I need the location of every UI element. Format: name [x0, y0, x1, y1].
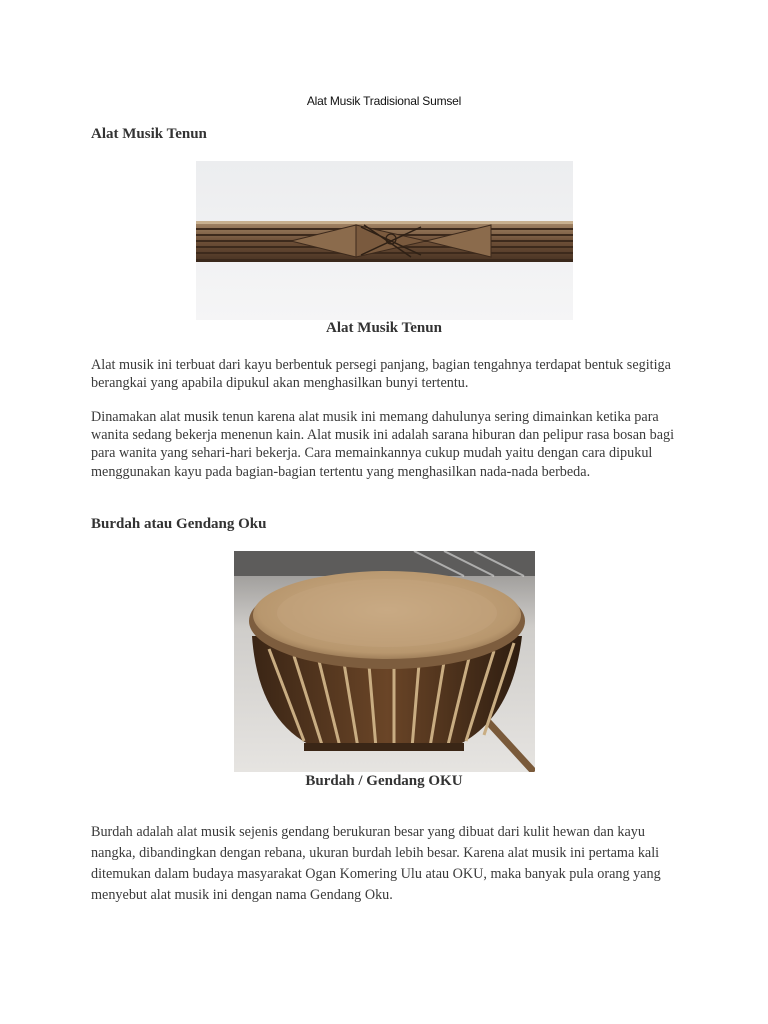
paragraph-tenun-2: Dinamakan alat musik tenun karena alat musik ini memang dahulunya sering dimainkan ketika para wanita sedang bekerja menenun kain. Alat musik ini adalah sarana hiburan dan pelipur rasa bosan bagi para wanita yang sehari-hari bekerja. Cara memainkannya cukup mudah yaitu dengan cara dipukul menggunakan kayu pada bagian-bagian tertentu yang menghasilkan nada-nada berbeda.	[91, 409, 675, 480]
section-heading-tenun: Alat Musik Tenun	[91, 126, 207, 142]
image-caption-tenun: Alat Musik Tenun	[326, 320, 442, 336]
section-heading-burdah: Burdah atau Gendang Oku	[91, 516, 267, 532]
tenun-instrument-photo	[196, 161, 573, 320]
burdah-drum-photo	[234, 551, 535, 772]
image-caption-burdah: Burdah / Gendang OKU	[305, 773, 463, 789]
document-title: Alat Musik Tradisional Sumsel	[306, 94, 462, 108]
paragraph-burdah-1: Burdah adalah alat musik sejenis gendang berukuran besar yang dibuat dari kulit hewan dan kayu nangka, dibandingkan dengan rebana, ukuran burdah lebih besar. Karena alat musik ini pertama kali ditemukan dalam budaya masyarakat Ogan Komering Ulu atau OKU, maka banyak pula orang yang menyebut alat musik ini dengan nama Gendang Oku.	[91, 824, 661, 903]
paragraph-tenun-1: Alat musik ini terbuat dari kayu berbentuk persegi panjang, bagian tengahnya terdapat bentuk segitiga berangkai yang apabila dipukul akan menghasilkan bunyi tertentu.	[91, 357, 671, 392]
